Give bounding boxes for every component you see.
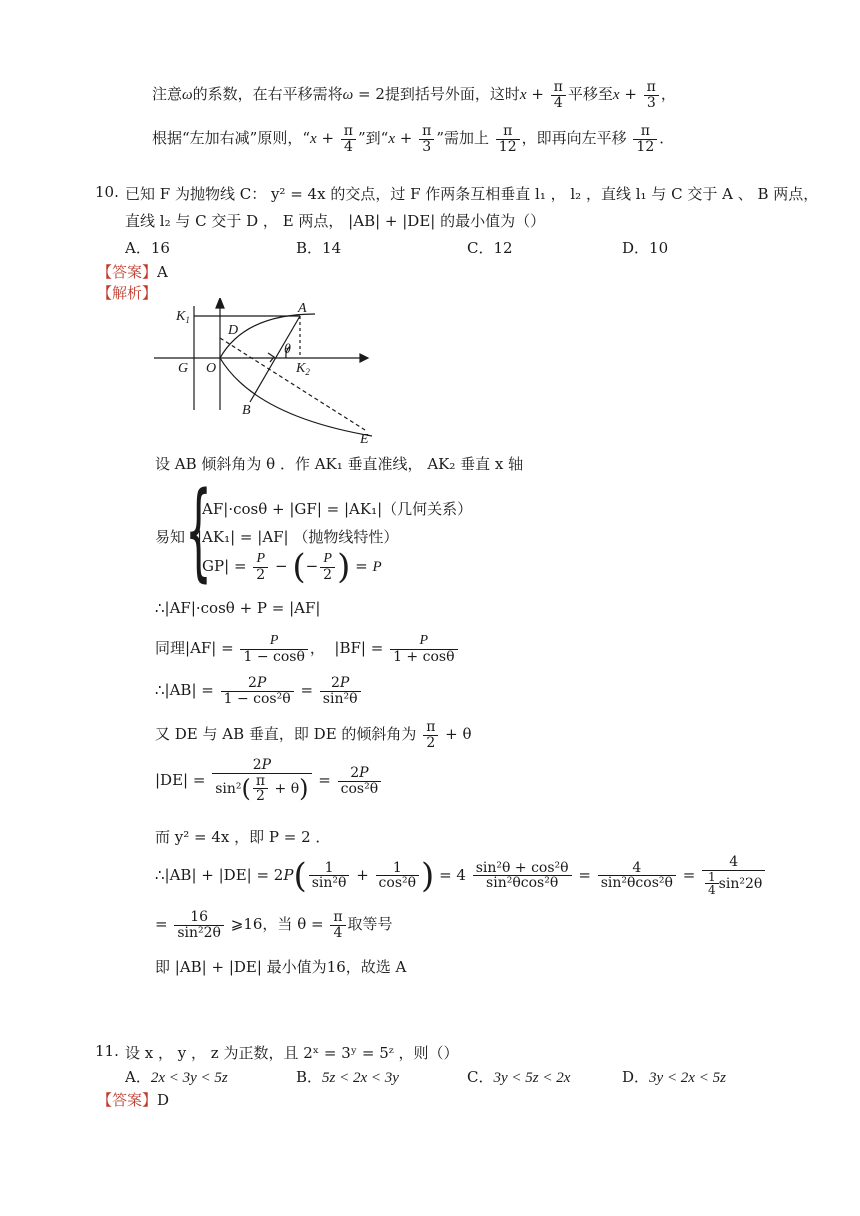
label-o: O (206, 361, 217, 376)
answer-value: D (157, 1091, 170, 1109)
label-a: A (298, 301, 307, 316)
system-lead: 易知 (155, 528, 186, 546)
y-axis-arrow (216, 298, 224, 308)
solution-step-3: ∴|AF|·cosθ + P = |AF| (155, 599, 321, 617)
option-d: D．3y < 2x < 5z (622, 1068, 726, 1086)
answer-value: A (157, 263, 168, 281)
question-number: 10. (95, 183, 119, 201)
answer-line (97, 261, 168, 282)
option-b: B．14 (296, 239, 342, 257)
solution-step-6: 又 DE 与 AB 垂直，即 DE 的倾斜角为 $\frac{\pi}{2}$ + θ (155, 719, 472, 751)
label-g: G (178, 361, 189, 376)
x-axis-arrow (360, 354, 368, 362)
line-ab (250, 316, 300, 402)
solution-step-7: |DE| = 2P sin²( $\frac{\pi}{2}$ + θ) = $\frac{2P}{\text{cos²θ}}$ (155, 758, 383, 804)
system-eq-2: |AK₁| = |AF| （抛物线特性） (197, 528, 399, 546)
label-e: E (360, 432, 369, 447)
intro-line-2: 根据“左加右减”原则，“x + $\frac{\pi}{4}$ ”到“x + $\frac{\pi}{3}$ ”需加上 $\frac{\pi}{12}$ ，即再向左平移 $\frac{\pi}{12}$ ． (152, 123, 675, 155)
parabola-figure (150, 298, 390, 448)
question-number: 11. (95, 1042, 119, 1060)
solution-conclusion: 即 |AB| + |DE| 最小值为16，故选 A (155, 958, 407, 976)
solution-step-9: ∴|AB| + |DE| = 2P( $\frac{1}{\text{sin²θ}}$ + $\frac{1}{\text{cos²θ}}$ ) = 4 $\frac{\text{sin²θ + cos²θ}}{\text{sin²θcos²θ}}$ = $\frac{4}{\text{sin²θcos²θ}}$ = 4 $\frac{1}{4}$ sin²2θ (155, 855, 767, 897)
option-a: A．16 (125, 239, 170, 257)
option-c: C．12 (467, 239, 513, 257)
system-eq-3: |GP| = $\frac{P}{2}$ − (− $\frac{P}{2}$ ) = P (197, 547, 382, 587)
system-brace: { (185, 469, 212, 592)
question-stem: 设 x ， y ， z 为正数，且 2ˣ = 3ʸ = 5ᶻ ，则（） (125, 1044, 459, 1062)
option-d: D．10 (622, 239, 669, 257)
question-stem-line-1: 已知 F 为抛物线 C： y² = 4x 的交点，过 F 作两条互相垂直 l₁ ， l₂ ，直线 l₁ 与 C 交于 A 、 B 两点， (125, 185, 819, 203)
label-k2: $K_2$ (296, 361, 310, 377)
option-b: B．5z < 2x < 3y (296, 1068, 399, 1086)
system-eq-1: |AF|·cosθ + |GF| = |AK₁|（几何关系） (197, 500, 473, 518)
label-d: D (228, 323, 239, 338)
answer-tag: 【答案】 (97, 263, 158, 281)
label-b: B (242, 403, 251, 418)
label-theta: θ (284, 342, 291, 357)
solution-step-1: 设 AB 倾斜角为 θ ．作 AK₁ 垂直准线， AK₂ 垂直 x 轴 (155, 455, 524, 473)
answer-tag: 【答案】 (97, 1091, 158, 1109)
question-stem-line-2: 直线 l₂ 与 C 交于 D ， E 两点， |AB| + |DE| 的最小值为（） (125, 212, 546, 230)
intro-line-1: 注意ω的系数，在右平移需将ω = 2提到括号外面，这时x + $\frac{\pi}{4}$ 平移至x + $\frac{\pi}{3}$ ， (152, 79, 676, 111)
solution-step-10: = $\frac{16}{\text{sin²2θ}}$ ⩾16，当 θ = $\frac{\pi}{4}$ 取等号 (155, 909, 393, 941)
solution-step-8: 而 y² = 4x ，即 P = 2 ． (155, 828, 331, 846)
solution-step-5: ∴|AB| = $\frac{2P}{\text{1 − cos²θ}}$ = $\frac{2P}{\text{sin²θ}}$ (155, 676, 363, 706)
label-k1: $K_1$ (176, 309, 190, 325)
option-c: C．3y < 5z < 2x (467, 1068, 571, 1086)
option-a: A．2x < 3y < 5z (125, 1068, 228, 1086)
solution-step-4: 同理|AF| = $\frac{P}{1 - \cos\theta}$ ， |BF| = $\frac{P}{1 + \cos\theta}$ (155, 634, 460, 664)
answer-line (97, 1089, 169, 1110)
analysis-tag: 【解析】 (97, 284, 158, 302)
